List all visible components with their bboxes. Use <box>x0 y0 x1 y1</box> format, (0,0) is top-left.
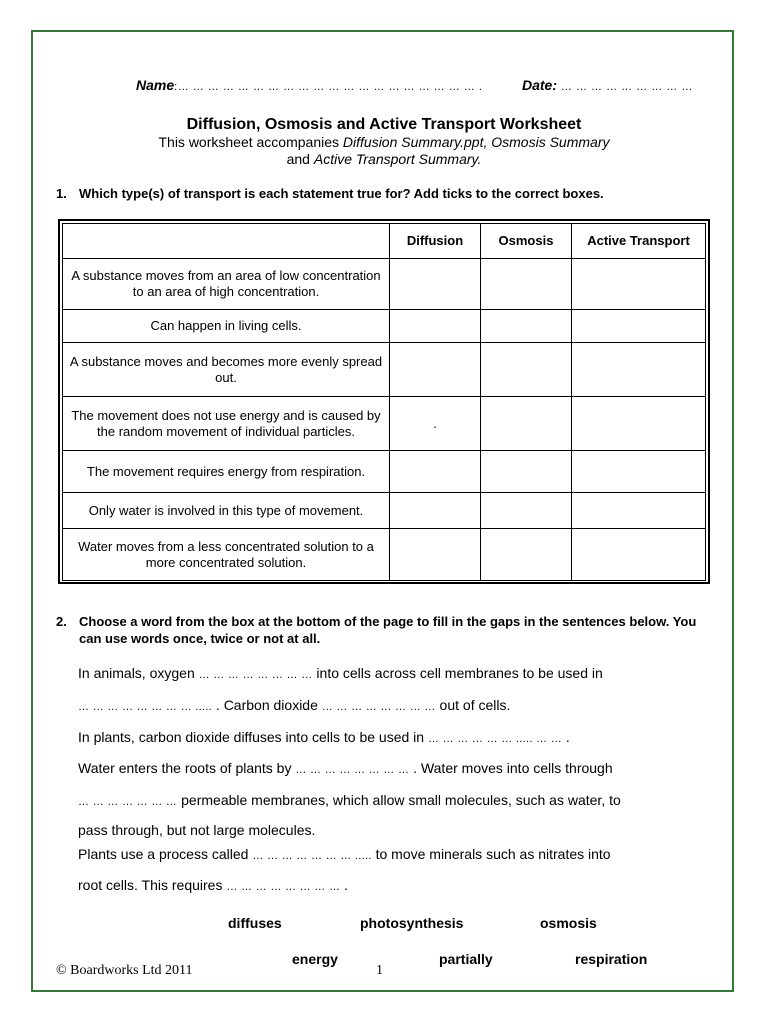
transport-table <box>62 223 706 581</box>
statement-cell: Only water is involved in this type of movement. <box>63 493 390 529</box>
table-row <box>63 451 706 493</box>
subtitle-files: Diffusion Summary.ppt, Osmosis Summary <box>342 134 610 150</box>
sentence-text: . <box>562 729 570 745</box>
sentence-line-1 <box>78 664 718 684</box>
sentence-text: out of cells. <box>435 697 511 713</box>
statement-cell: Water moves from a less concentrated solution to a more concentrated solution. <box>63 529 390 581</box>
blank-gap-5[interactable]: … … … … … … … … <box>295 764 410 776</box>
tick-box-active-transport[interactable] <box>572 343 706 397</box>
statement-cell: A substance moves from an area of low concentration to an area of high concentration. <box>63 259 390 310</box>
subtitle-prefix: This worksheet accompanies <box>158 134 343 150</box>
sentence-text: . <box>340 877 349 893</box>
question-text: Choose a word from the box at the bottom of the page to fill in the gaps in the sentences below. You can use words once, twice or not at all. <box>79 614 697 646</box>
blank-gap-6[interactable]: … … … … … … … <box>78 796 178 808</box>
question-1 <box>56 185 716 202</box>
sentence-text: . Carbon dioxide <box>212 697 322 713</box>
statement-cell: A substance moves and becomes more evenly spread out. <box>63 343 390 397</box>
table-row <box>63 259 706 310</box>
sentence-line-2 <box>78 696 718 716</box>
tick-box-diffusion[interactable] <box>390 259 481 310</box>
header-blank <box>63 224 390 259</box>
sentence-text: permeable membranes, which allow small molecules, such as water, to <box>177 792 621 808</box>
sentence-text: Water enters the roots of plants by <box>78 760 296 776</box>
tick-box-diffusion[interactable] <box>390 310 481 343</box>
tick-box-active-transport[interactable] <box>572 310 706 343</box>
tick-box-osmosis[interactable] <box>481 343 572 397</box>
tick-box-osmosis[interactable] <box>481 259 572 310</box>
word-option: osmosis <box>540 915 597 931</box>
table-row <box>63 529 706 581</box>
sentence-text: into cells across cell membranes to be used in <box>312 665 603 681</box>
sentence-text: . Water moves into cells through <box>409 760 613 776</box>
word-option: partially <box>439 951 493 967</box>
blank-gap-2[interactable]: … … … … … … … … ..... <box>78 701 213 713</box>
sentence-line-5 <box>78 791 718 811</box>
sentence-text: In animals, oxygen <box>78 665 199 681</box>
sentence-line-4 <box>78 759 718 779</box>
table-header-row <box>63 224 706 259</box>
sentence-line-7 <box>78 845 718 865</box>
date-label: Date: <box>522 77 558 93</box>
subtitle-line-2 <box>0 151 768 167</box>
sentence-line-8 <box>78 876 718 896</box>
tick-box-diffusion[interactable] <box>390 493 481 529</box>
blank-gap-7[interactable]: … … … … … … … ..... <box>252 850 372 862</box>
tick-box-diffusion[interactable] <box>390 343 481 397</box>
name-label: Name <box>136 77 175 93</box>
tick-box-osmosis[interactable] <box>481 493 572 529</box>
statement-cell: The movement does not use energy and is caused by the random movement of individual particles. <box>63 397 390 451</box>
tick-box-osmosis[interactable] <box>481 310 572 343</box>
tick-box-active-transport[interactable] <box>572 529 706 581</box>
tick-box-osmosis[interactable] <box>481 451 572 493</box>
tick-box-osmosis[interactable] <box>481 529 572 581</box>
tick-box-diffusion[interactable]: . <box>390 397 481 451</box>
name-dots: :… … … … … … … … … … … … … … … … … … … … . <box>174 81 483 93</box>
question-text: Which type(s) of transport is each statement true for? Add ticks to the correct boxes. <box>79 186 604 201</box>
word-option: diffuses <box>228 915 282 931</box>
tick-box-diffusion[interactable] <box>390 451 481 493</box>
tick-box-active-transport[interactable] <box>572 493 706 529</box>
question-2 <box>56 613 716 647</box>
statement-cell: Can happen in living cells. <box>63 310 390 343</box>
date-dots: … … … … … … … … … <box>560 81 693 93</box>
sentence-text: to move minerals such as nitrates into <box>371 846 611 862</box>
table-row <box>63 310 706 343</box>
question-number: 2. <box>56 614 67 629</box>
subtitle-and: and <box>286 151 314 167</box>
column-header-osmosis: Osmosis <box>481 224 572 259</box>
subtitle-file-active: Active Transport Summary. <box>313 151 482 167</box>
subtitle-line-1 <box>0 134 768 150</box>
blank-gap-1[interactable]: … … … … … … … … <box>198 669 313 681</box>
tick-box-active-transport[interactable] <box>572 397 706 451</box>
blank-gap-8[interactable]: … … … … … … … … <box>226 881 341 893</box>
word-option: energy <box>292 951 338 967</box>
sentence-text: In plants, carbon dioxide diffuses into cells to be used in <box>78 729 428 745</box>
statement-cell: The movement requires energy from respiration. <box>63 451 390 493</box>
tick-box-osmosis[interactable] <box>481 397 572 451</box>
blank-gap-4[interactable]: … … … … … … ..... … … <box>427 733 562 745</box>
table-row <box>63 397 706 451</box>
word-option: photosynthesis <box>360 915 464 931</box>
tick-box-active-transport[interactable] <box>572 451 706 493</box>
table-row <box>63 343 706 397</box>
worksheet-title: Diffusion, Osmosis and Active Transport Worksheet <box>186 116 582 133</box>
question-number: 1. <box>56 186 67 201</box>
tick-box-active-transport[interactable] <box>572 259 706 310</box>
date-field <box>522 77 693 93</box>
sentence-line-3 <box>78 728 718 748</box>
table-row <box>63 493 706 529</box>
column-header-active-transport: Active Transport <box>572 224 706 259</box>
sentence-line-6 <box>78 821 718 839</box>
column-header-diffusion: Diffusion <box>390 224 481 259</box>
copyright-notice: © Boardworks Ltd 2011 <box>56 963 193 978</box>
sentence-text: root cells. This requires <box>78 877 227 893</box>
blank-gap-3[interactable]: … … … … … … … … <box>321 701 436 713</box>
sentence-text: pass through, but not large molecules. <box>78 822 316 838</box>
sentence-text: Plants use a process called <box>78 846 253 862</box>
tick-box-diffusion[interactable] <box>390 529 481 581</box>
page-number: 1 <box>376 963 383 978</box>
name-field <box>136 77 482 93</box>
word-option: respiration <box>575 951 648 967</box>
